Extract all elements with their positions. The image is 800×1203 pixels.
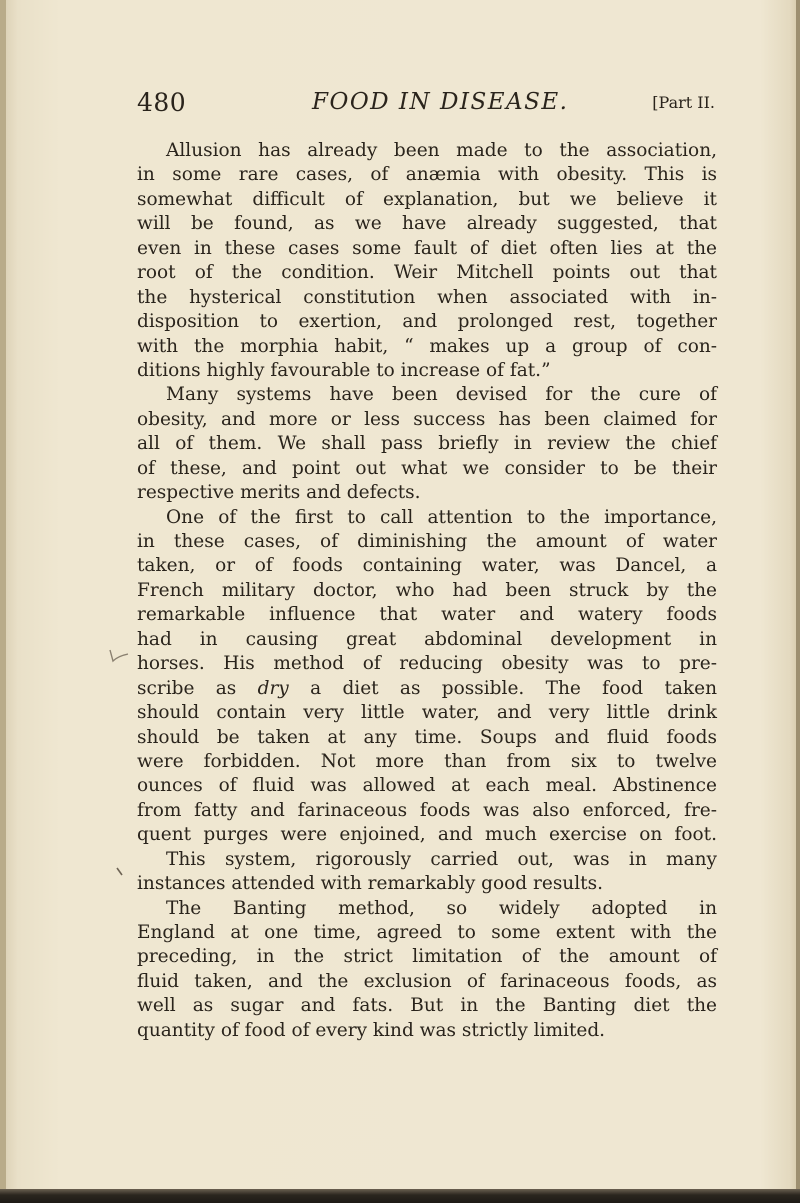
text-line: in these cases, of diminishing the amount of water [137, 531, 717, 552]
text-line: One of the first to call attention to the importance, [166, 506, 717, 528]
text-line: with the morphia habit, “ makes up a group of con- [137, 335, 717, 357]
text-line: obesity, and more or less success has been claimed for [137, 408, 717, 430]
binding-edge [0, 0, 6, 1203]
running-title: FOOD IN DISEASE. [312, 89, 569, 115]
text-line: respective merits and defects. [137, 482, 421, 504]
page-bottom-edge [0, 1189, 800, 1203]
margin-tick-icon [116, 867, 124, 877]
text-line: in some rare cases, of anæmia with obesity. This is [137, 164, 717, 186]
text-line: England at one time, agreed to some extent with the [137, 922, 717, 943]
text-line: of these, and point out what we consider to be their [137, 457, 717, 479]
text-line: even in these cases some fault of diet often lies at the [137, 237, 717, 259]
page-right-edge [796, 0, 800, 1203]
pencil-mark-icon [108, 648, 130, 664]
text-line: preceding, in the strict limitation of the amount of [137, 946, 717, 968]
text-line: quent purges were enjoined, and much exercise on foot. [137, 824, 717, 846]
text-line: remarkable influence that water and watery foods [137, 604, 717, 626]
text-line: should contain very little water, and very little drink [137, 702, 717, 724]
text-line: ditions highly favourable to increase of fat.” [137, 359, 551, 381]
body-text [137, 139, 717, 1043]
text-line: the hysterical constitution when associated with in- [137, 286, 717, 308]
running-head [137, 88, 715, 122]
text-line: should be taken at any time. Soups and fluid foods [137, 726, 717, 748]
text-line: quantity of food of every kind was strictly limited. [137, 1019, 606, 1041]
text-line: will be found, as we have already suggested, that [137, 213, 717, 235]
text-line: root of the condition. Weir Mitchell points out that [137, 262, 717, 284]
text-line: somewhat difficult of explanation, but we believe it [137, 188, 717, 210]
text-line: This system, rigorously carried out, was in many [166, 848, 717, 870]
text-line: had in causing great abdominal development in [137, 628, 717, 650]
text-line: were forbidden. Not more than from six to twelve [137, 750, 717, 772]
text-line: all of them. We shall pass briefly in review the chief [137, 433, 717, 455]
text-line: horses. His method of reducing obesity was to pre- [137, 653, 717, 675]
text-line: taken, or of foods containing water, was Dancel, a [137, 555, 717, 577]
text-line: ounces of fluid was allowed at each meal. Abstinence [137, 775, 717, 797]
text-line: French military doctor, who had been struck by the [137, 579, 717, 601]
line-part: scribe as [137, 677, 258, 699]
page-number: 480 [137, 88, 187, 117]
text-line: The Banting method, so widely adopted in [166, 897, 717, 919]
part-label: [Part II. [652, 93, 715, 112]
text-line: Allusion has already been made to the association, [166, 140, 717, 161]
text-line: instances attended with remarkably good results. [137, 873, 603, 895]
text-line: well as sugar and fats. But in the Banting diet the [137, 995, 717, 1017]
text-line-emphasis [137, 677, 717, 701]
line-part: a diet as possible. The food taken [288, 677, 717, 699]
text-line: fluid taken, and the exclusion of farinaceous foods, as [137, 970, 717, 992]
text-line: disposition to exertion, and prolonged rest, together [137, 311, 717, 333]
text-line: Many systems have been devised for the cure of [166, 384, 717, 406]
text-line: from fatty and farinaceous foods was also enforced, fre- [137, 799, 717, 821]
emphasis-word: dry [257, 677, 289, 699]
